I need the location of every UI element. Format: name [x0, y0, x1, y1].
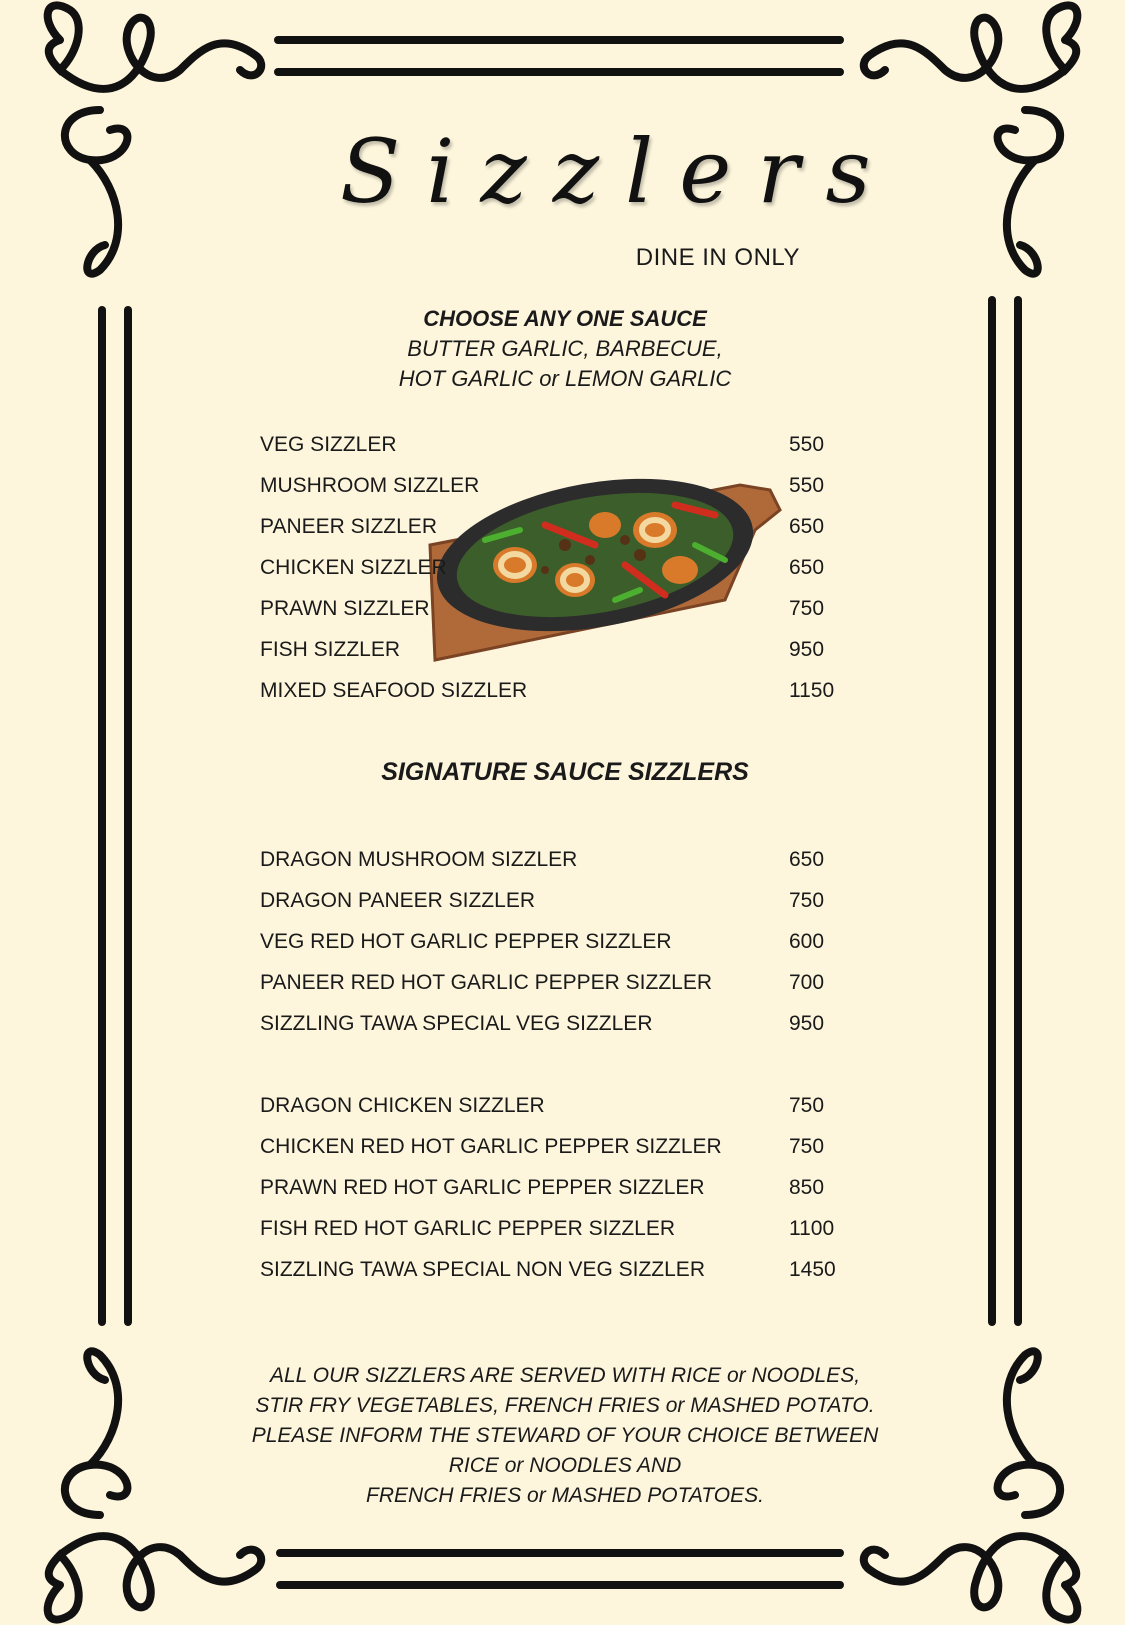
- menu-item-name: MUSHROOM SIZZLER: [260, 474, 480, 497]
- menu-item-name: PRAWN SIZZLER: [260, 597, 430, 620]
- footer-note-line: FRENCH FRIES or MASHED POTATOES.: [366, 1484, 764, 1507]
- menu-item-price: 1450: [789, 1258, 836, 1281]
- menu-item-name: SIZZLING TAWA SPECIAL NON VEG SIZZLER: [260, 1258, 705, 1281]
- menu-item-price: 750: [789, 597, 825, 620]
- menu-item-name: DRAGON PANEER SIZZLER: [260, 889, 535, 912]
- menu-item-name: VEG RED HOT GARLIC PEPPER SIZZLER: [260, 930, 672, 953]
- menu-item-name: FISH RED HOT GARLIC PEPPER SIZZLER: [260, 1217, 676, 1240]
- sauce-options-line-1: BUTTER GARLIC, BARBECUE,: [407, 336, 723, 361]
- menu-item-price: 1100: [789, 1217, 835, 1240]
- sauce-options-line-2: HOT GARLIC or LEMON GARLIC: [398, 366, 732, 391]
- menu-item-price: 750: [789, 1135, 825, 1158]
- menu-item-price: 550: [789, 474, 825, 497]
- menu-item-name: DRAGON CHICKEN SIZZLER: [260, 1094, 545, 1117]
- menu-item-name: DRAGON MUSHROOM SIZZLER: [260, 848, 578, 871]
- signature-sauce-heading: SIGNATURE SAUCE SIZZLERS: [381, 758, 749, 786]
- menu-item-name: PRAWN RED HOT GARLIC PEPPER SIZZLER: [260, 1176, 705, 1199]
- menu-item-name: CHICKEN SIZZLER: [260, 556, 447, 579]
- sizzler-plate-image: [425, 470, 795, 670]
- footer-note-line: STIR FRY VEGETABLES, FRENCH FRIES or MASHED POTATO.: [255, 1394, 875, 1417]
- menu-item-name: SIZZLING TAWA SPECIAL VEG SIZZLER: [260, 1012, 653, 1035]
- menu-item-name: PANEER RED HOT GARLIC PEPPER SIZZLER: [260, 971, 712, 994]
- menu-item-price: 650: [789, 556, 825, 579]
- menu-item-price: 750: [789, 889, 825, 912]
- menu-item-price: 950: [789, 638, 825, 661]
- menu-item-name: VEG SIZZLER: [260, 433, 397, 456]
- sauce-heading: CHOOSE ANY ONE SAUCE: [423, 306, 707, 331]
- menu-item-name: MIXED SEAFOOD SIZZLER: [260, 679, 528, 702]
- menu-item-price: 550: [789, 433, 825, 456]
- menu-title: Sizzlers: [340, 120, 897, 223]
- footer-note-line: RICE or NOODLES AND: [448, 1454, 682, 1477]
- menu-item-price: 750: [789, 1094, 825, 1117]
- menu-item-name: FISH SIZZLER: [260, 638, 401, 661]
- menu-item-price: 1150: [789, 679, 835, 702]
- menu-item-price: 600: [789, 930, 825, 953]
- menu-item-price: 700: [789, 971, 825, 994]
- menu-item-price: 950: [789, 1012, 825, 1035]
- menu-item-price: 650: [789, 515, 825, 538]
- menu-item-name: CHICKEN RED HOT GARLIC PEPPER SIZZLER: [260, 1135, 722, 1158]
- footer-note-line: PLEASE INFORM THE STEWARD OF YOUR CHOICE BETWEEN: [251, 1424, 879, 1447]
- menu-item-price: 850: [789, 1176, 825, 1199]
- menu-item-name: PANEER SIZZLER: [260, 515, 437, 538]
- footer-note-line: ALL OUR SIZZLERS ARE SERVED WITH RICE or NOODLES,: [269, 1364, 861, 1387]
- dine-in-only-label: DINE IN ONLY: [635, 244, 800, 271]
- menu-item-price: 650: [789, 848, 825, 871]
